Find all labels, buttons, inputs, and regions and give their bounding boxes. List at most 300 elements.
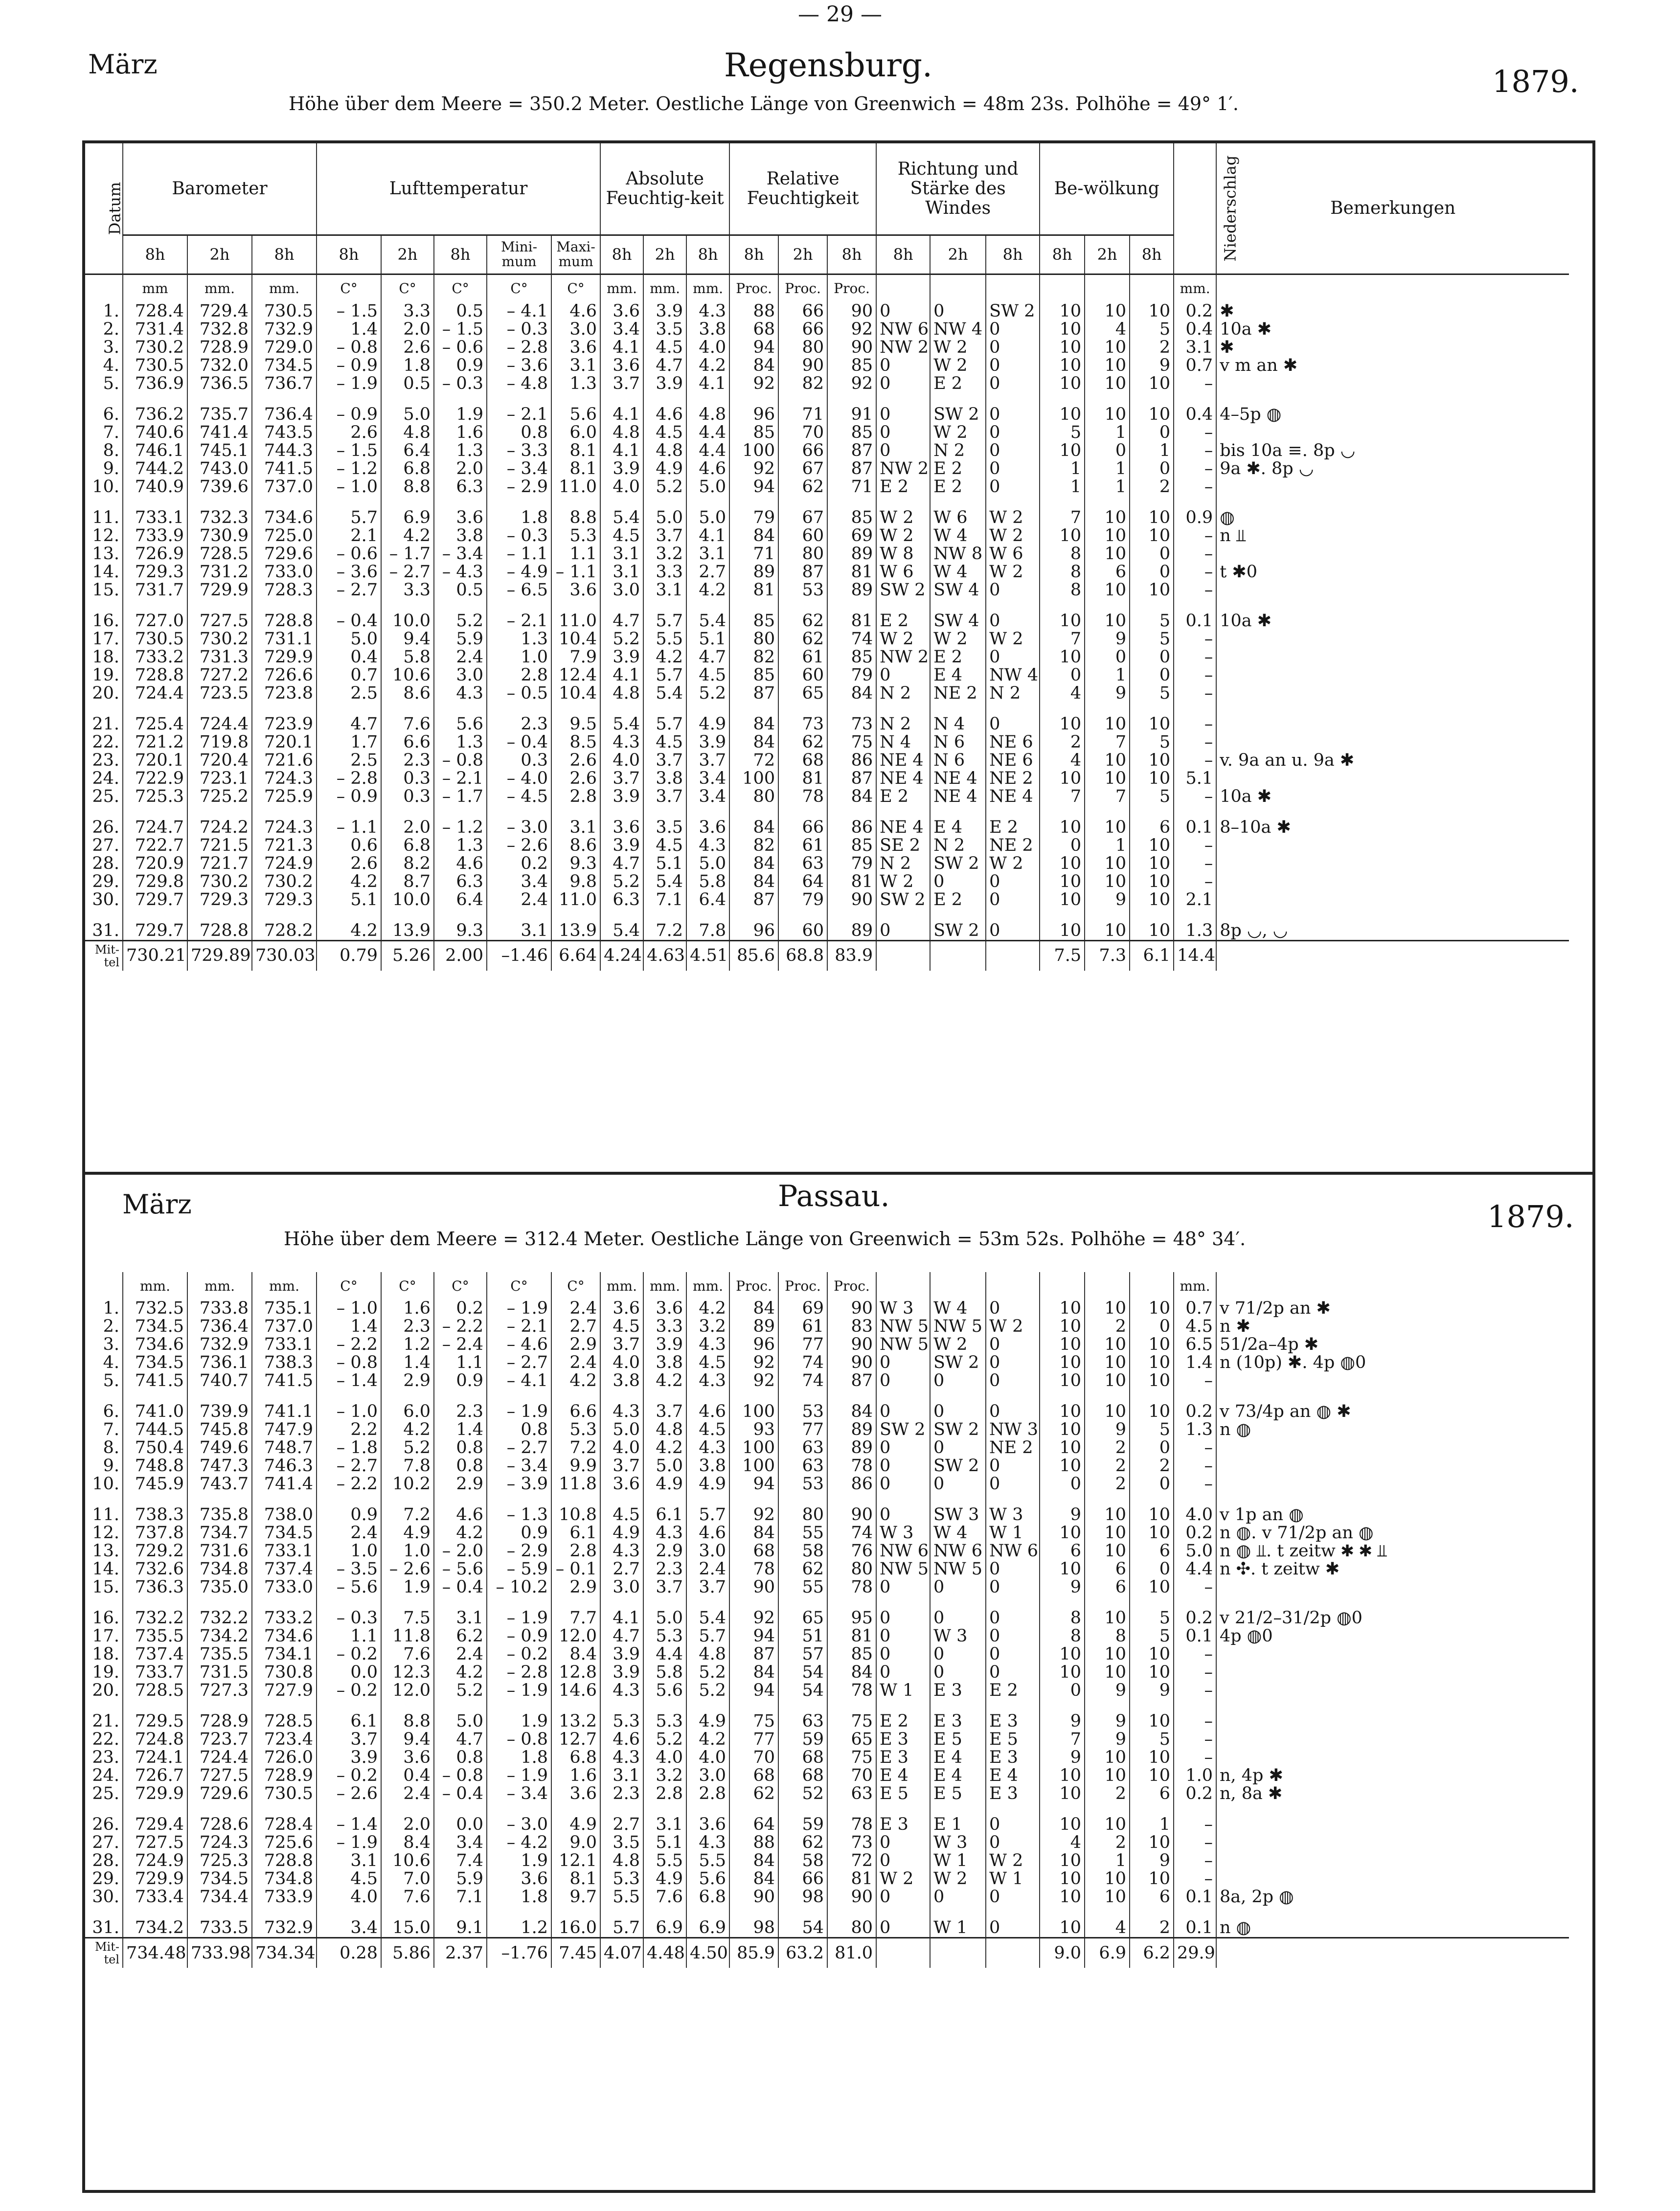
value-cell: 4.9: [686, 1700, 729, 1731]
value-cell: 3.1: [317, 1852, 381, 1870]
value-cell: 7.2: [551, 1439, 600, 1457]
value-cell: 4.0: [686, 339, 729, 357]
col-8h: 8h: [827, 235, 876, 274]
value-cell: 10: [1130, 1390, 1174, 1421]
value-cell: 0: [876, 1645, 930, 1664]
date-cell: 19.: [92, 665, 119, 685]
value-cell: 737.4: [123, 1645, 187, 1664]
value-cell: 4.7: [317, 703, 381, 733]
value-cell: 10: [1040, 1560, 1085, 1578]
value-cell: 65: [778, 1596, 827, 1627]
value-cell: W 2: [986, 527, 1040, 545]
value-cell: 0: [986, 1906, 1040, 1938]
value-cell: –: [1174, 1457, 1216, 1475]
value-cell: 741.1: [252, 1390, 317, 1421]
station2-name: Passau.: [778, 1179, 890, 1213]
barometer-header: Barometer: [123, 143, 317, 235]
col-8h: 8h: [729, 235, 778, 274]
value-cell: – 1.2: [434, 806, 487, 837]
value-cell: 4.2: [686, 581, 729, 599]
remark-cell: [1216, 1372, 1569, 1390]
value-cell: 90: [827, 339, 876, 357]
value-cell: 734.5: [252, 357, 317, 375]
value-cell: 10: [1130, 873, 1174, 891]
value-cell: 4.8: [381, 424, 434, 442]
value-cell: –: [1174, 1803, 1216, 1834]
value-cell: W 2: [986, 496, 1040, 527]
value-cell: – 4.5: [487, 788, 551, 806]
units-row: [85, 274, 1569, 302]
value-cell: E 2: [930, 478, 986, 496]
value-cell: 0: [930, 1578, 986, 1596]
value-cell: W 4: [930, 527, 986, 545]
value-cell: 4.4: [686, 424, 729, 442]
value-cell: – 1.1: [551, 563, 600, 581]
value-cell: 81: [827, 1627, 876, 1645]
value-cell: 733.0: [252, 563, 317, 581]
value-cell: 2: [1130, 478, 1174, 496]
value-cell: 734.5: [123, 1318, 187, 1336]
value-cell: 0: [876, 1834, 930, 1852]
value-cell: NE 4: [930, 788, 986, 806]
value-cell: E 2: [876, 1700, 930, 1731]
col-2h: 2h: [643, 235, 686, 274]
value-cell: 5.8: [686, 873, 729, 891]
value-cell: 4.3: [686, 302, 729, 320]
value-cell: 87: [827, 442, 876, 460]
value-cell: 0: [986, 478, 1040, 496]
value-cell: 0: [930, 1596, 986, 1627]
unit-cell: C°: [487, 1272, 551, 1299]
value-cell: 729.5: [123, 1700, 187, 1731]
value-cell: 3.9: [686, 733, 729, 752]
value-cell: –: [1174, 460, 1216, 478]
value-cell: 78: [827, 1803, 876, 1834]
value-cell: W 2: [876, 1870, 930, 1888]
value-cell: 10: [1040, 357, 1085, 375]
remark-cell: [1216, 684, 1569, 703]
mean-cell: [1216, 940, 1569, 971]
value-cell: 10.4: [551, 630, 600, 648]
value-cell: W 2: [930, 339, 986, 357]
value-cell: 750.4: [123, 1439, 187, 1457]
value-cell: 65: [778, 684, 827, 703]
value-cell: 741.5: [123, 1372, 187, 1390]
value-cell: 728.5: [123, 1682, 187, 1700]
value-cell: 4.5: [643, 424, 686, 442]
value-cell: 10: [1130, 1578, 1174, 1596]
table-row: [85, 1457, 1569, 1475]
value-cell: 1: [1085, 478, 1130, 496]
value-cell: 81: [827, 873, 876, 891]
value-cell: 2.0: [434, 460, 487, 478]
value-cell: 733.9: [252, 1888, 317, 1906]
date-cell: 10.: [92, 477, 119, 497]
value-cell: – 0.4: [434, 1785, 487, 1803]
value-cell: 5.3: [643, 1700, 686, 1731]
value-cell: 3.6: [686, 1803, 729, 1834]
mean-cell: 7.45: [551, 1938, 600, 1968]
value-cell: 4.2: [686, 1299, 729, 1318]
value-cell: 731.5: [187, 1664, 252, 1682]
value-cell: 4.1: [686, 527, 729, 545]
table-row: [85, 1852, 1569, 1870]
date-cell: 6.: [103, 1402, 119, 1421]
value-cell: 5.0: [1174, 1542, 1216, 1560]
date-cell: 14.: [92, 1559, 119, 1579]
value-cell: 3.6: [600, 1475, 643, 1493]
value-cell: 87: [778, 563, 827, 581]
value-cell: 1.3: [434, 733, 487, 752]
value-cell: –: [1174, 703, 1216, 733]
value-cell: 5.1: [686, 630, 729, 648]
value-cell: 728.5: [252, 1700, 317, 1731]
value-cell: 6.4: [434, 891, 487, 909]
value-cell: – 1.9: [487, 1299, 551, 1318]
value-cell: 2.4: [317, 1524, 381, 1542]
unit-cell: C°: [317, 274, 381, 302]
value-cell: – 0.6: [317, 545, 381, 563]
unit-cell: [1216, 1272, 1569, 1299]
date-cell: 18.: [92, 647, 119, 667]
value-cell: 9.9: [551, 1457, 600, 1475]
value-cell: 724.8: [123, 1731, 187, 1749]
value-cell: 0: [930, 1645, 986, 1664]
table-row: [85, 909, 1569, 941]
value-cell: 80: [778, 339, 827, 357]
value-cell: E 2: [876, 788, 930, 806]
value-cell: 747.3: [187, 1457, 252, 1475]
value-cell: 87: [827, 770, 876, 788]
value-cell: – 2.2: [317, 1475, 381, 1493]
col-2h: 2h: [930, 235, 986, 274]
date-cell: 7.: [103, 1420, 119, 1439]
value-cell: 3.1: [643, 1803, 686, 1834]
value-cell: 2.8: [686, 1785, 729, 1803]
value-cell: 0: [986, 1627, 1040, 1645]
value-cell: 4: [1040, 752, 1085, 770]
col-8h: 8h: [1040, 235, 1085, 274]
value-cell: 0.9: [434, 357, 487, 375]
value-cell: 5.1: [317, 891, 381, 909]
value-cell: 729.2: [123, 1542, 187, 1560]
col-maximum: Maxi-mum: [551, 235, 600, 274]
value-cell: 84: [729, 357, 778, 375]
value-cell: 6.4: [686, 891, 729, 909]
value-cell: N 6: [930, 752, 986, 770]
value-cell: 87: [729, 891, 778, 909]
value-cell: NE 6: [986, 752, 1040, 770]
value-cell: 0: [986, 1336, 1040, 1354]
value-cell: 3.6: [600, 357, 643, 375]
value-cell: 4.3: [686, 837, 729, 855]
value-cell: 77: [729, 1731, 778, 1749]
value-cell: 0.1: [1174, 599, 1216, 630]
mean-cell: 0.79: [317, 940, 381, 971]
table-row: [85, 1627, 1569, 1645]
value-cell: 3.7: [643, 1578, 686, 1596]
value-cell: – 10.2: [487, 1578, 551, 1596]
value-cell: W 2: [986, 1852, 1040, 1870]
value-cell: 78: [827, 1578, 876, 1596]
value-cell: 0: [876, 1627, 930, 1645]
value-cell: – 1.1: [317, 806, 381, 837]
value-cell: 10: [1085, 496, 1130, 527]
value-cell: 80: [778, 545, 827, 563]
value-cell: 2: [1040, 733, 1085, 752]
value-cell: 75: [827, 1749, 876, 1767]
unit-cell: [1216, 274, 1569, 302]
value-cell: 98: [778, 1888, 827, 1906]
value-cell: – 0.2: [317, 1767, 381, 1785]
value-cell: 10: [1040, 909, 1085, 941]
value-cell: 6.3: [600, 891, 643, 909]
unit-cell: [1085, 1272, 1130, 1299]
value-cell: 4.0: [600, 752, 643, 770]
value-cell: 733.9: [123, 527, 187, 545]
value-cell: 729.7: [123, 891, 187, 909]
value-cell: 9: [1130, 357, 1174, 375]
value-cell: 736.9: [123, 375, 187, 393]
value-cell: 721.3: [252, 837, 317, 855]
value-cell: 732.0: [187, 357, 252, 375]
value-cell: 89: [827, 581, 876, 599]
value-cell: – 1.8: [317, 1439, 381, 1457]
mean-cell: 14.4: [1174, 940, 1216, 971]
value-cell: 5.3: [600, 1870, 643, 1888]
value-cell: 10: [1085, 855, 1130, 873]
value-cell: – 4.1: [487, 1372, 551, 1390]
value-cell: 79: [729, 496, 778, 527]
value-cell: 0: [876, 1475, 930, 1493]
value-cell: 736.1: [187, 1354, 252, 1372]
value-cell: 62: [778, 599, 827, 630]
value-cell: –: [1174, 375, 1216, 393]
value-cell: 90: [827, 302, 876, 320]
value-cell: N 4: [930, 703, 986, 733]
value-cell: 4.6: [600, 1731, 643, 1749]
value-cell: 735.5: [123, 1627, 187, 1645]
value-cell: 7.9: [551, 648, 600, 666]
unit-cell: mm.: [600, 274, 643, 302]
value-cell: 68: [729, 320, 778, 339]
value-cell: 732.8: [187, 320, 252, 339]
col-2h: 2h: [187, 235, 252, 274]
value-cell: 10: [1130, 1336, 1174, 1354]
value-cell: 1: [1085, 1852, 1130, 1870]
value-cell: 1.8: [381, 357, 434, 375]
value-cell: 0: [986, 339, 1040, 357]
value-cell: 8.1: [551, 442, 600, 460]
value-cell: –: [1174, 1578, 1216, 1596]
mean-cell: 6.2: [1130, 1938, 1174, 1968]
value-cell: 10: [1085, 1749, 1130, 1767]
value-cell: 8: [1040, 581, 1085, 599]
value-cell: –: [1174, 563, 1216, 581]
value-cell: 730.5: [123, 357, 187, 375]
value-cell: 0.8: [487, 424, 551, 442]
value-cell: 54: [778, 1682, 827, 1700]
value-cell: 6.9: [643, 1906, 686, 1938]
value-cell: –: [1174, 478, 1216, 496]
value-cell: 10: [1040, 1299, 1085, 1318]
value-cell: E 5: [876, 1785, 930, 1803]
value-cell: 11.0: [551, 891, 600, 909]
value-cell: 724.7: [123, 806, 187, 837]
table-row: [85, 1834, 1569, 1852]
value-cell: 6: [1130, 806, 1174, 837]
value-cell: 0.4: [381, 1767, 434, 1785]
value-cell: 3.8: [600, 1372, 643, 1390]
value-cell: W 6: [876, 563, 930, 581]
value-cell: 7.2: [643, 909, 686, 941]
value-cell: 731.1: [252, 630, 317, 648]
value-cell: – 5.9: [487, 1560, 551, 1578]
date-cell: 29.: [92, 1869, 119, 1889]
value-cell: 0.2: [1174, 1524, 1216, 1542]
value-cell: – 0.4: [317, 599, 381, 630]
value-cell: – 0.9: [317, 788, 381, 806]
value-cell: W 1: [986, 1870, 1040, 1888]
value-cell: 0: [1040, 837, 1085, 855]
value-cell: 5: [1130, 599, 1174, 630]
date-cell: 30.: [92, 1887, 119, 1907]
value-cell: – 5.6: [434, 1560, 487, 1578]
value-cell: 735.5: [187, 1645, 252, 1664]
value-cell: 734.5: [187, 1870, 252, 1888]
value-cell: –: [1174, 1664, 1216, 1682]
value-cell: 3.6: [487, 1870, 551, 1888]
value-cell: 68: [778, 1749, 827, 1767]
value-cell: 744.3: [252, 442, 317, 460]
value-cell: SE 2: [876, 837, 930, 855]
table-row: [85, 1645, 1569, 1664]
unit-cell: C°: [551, 274, 600, 302]
value-cell: 731.6: [187, 1542, 252, 1560]
value-cell: 6: [1085, 563, 1130, 581]
value-cell: 724.4: [187, 703, 252, 733]
value-cell: 4.8: [643, 1421, 686, 1439]
unit-cell: mm.: [187, 1272, 252, 1299]
value-cell: 736.5: [187, 375, 252, 393]
value-cell: 10: [1040, 320, 1085, 339]
value-cell: N 2: [986, 684, 1040, 703]
unit-cell: mm.: [1174, 1272, 1216, 1299]
value-cell: 735.1: [252, 1299, 317, 1318]
value-cell: 728.8: [123, 666, 187, 684]
value-cell: 5.8: [381, 648, 434, 666]
value-cell: 64: [729, 1803, 778, 1834]
value-cell: 0.9: [434, 1372, 487, 1390]
col-8h: 8h: [600, 235, 643, 274]
value-cell: 1.3: [434, 442, 487, 460]
value-cell: 0: [986, 424, 1040, 442]
table-row: [85, 1493, 1569, 1524]
value-cell: 0: [930, 1888, 986, 1906]
mean-cell: [986, 940, 1040, 971]
value-cell: – 2.2: [434, 1318, 487, 1336]
value-cell: 5.8: [643, 1664, 686, 1682]
value-cell: 1.6: [551, 1767, 600, 1785]
value-cell: 7: [1040, 788, 1085, 806]
value-cell: –: [1174, 1372, 1216, 1390]
value-cell: 1: [1130, 1803, 1174, 1834]
value-cell: 732.5: [123, 1299, 187, 1318]
value-cell: 0: [1040, 1682, 1085, 1700]
value-cell: 3.7: [600, 1457, 643, 1475]
value-cell: – 2.1: [487, 599, 551, 630]
value-cell: W 4: [930, 1299, 986, 1318]
value-cell: – 0.8: [317, 1354, 381, 1372]
value-cell: 3.9: [317, 1749, 381, 1767]
value-cell: 738.0: [252, 1493, 317, 1524]
value-cell: 2.1: [317, 527, 381, 545]
unit-cell: [1040, 1272, 1085, 1299]
value-cell: 6.9: [686, 1906, 729, 1938]
date-cell: 31.: [92, 920, 119, 940]
value-cell: 10.2: [381, 1475, 434, 1493]
value-cell: 7.1: [643, 891, 686, 909]
value-cell: – 2.7: [381, 563, 434, 581]
value-cell: 63: [778, 1700, 827, 1731]
table-row: [85, 1318, 1569, 1336]
value-cell: 60: [778, 666, 827, 684]
value-cell: – 2.1: [487, 393, 551, 424]
value-cell: 6: [1040, 1542, 1085, 1560]
mean-cell: 730.03: [252, 940, 317, 971]
value-cell: 4.8: [600, 1852, 643, 1870]
table-row: [85, 1439, 1569, 1457]
value-cell: E 3: [986, 1785, 1040, 1803]
value-cell: 4.3: [686, 1336, 729, 1354]
value-cell: 6.6: [551, 1390, 600, 1421]
value-cell: 741.4: [252, 1475, 317, 1493]
value-cell: 724.9: [252, 855, 317, 873]
value-cell: 734.8: [187, 1560, 252, 1578]
value-cell: 3.4: [487, 873, 551, 891]
value-cell: 724.9: [123, 1852, 187, 1870]
value-cell: 67: [778, 496, 827, 527]
remark-cell: v 73/4p an ◍ ✱: [1216, 1390, 1569, 1421]
unit-cell: mm.: [187, 274, 252, 302]
value-cell: 10: [1130, 1870, 1174, 1888]
value-cell: 725.6: [252, 1834, 317, 1852]
value-cell: 7: [1085, 788, 1130, 806]
value-cell: NW 4: [930, 320, 986, 339]
value-cell: 1.2: [487, 1906, 551, 1938]
value-cell: 0.4: [317, 648, 381, 666]
value-cell: 4.1: [686, 375, 729, 393]
value-cell: E 4: [930, 1767, 986, 1785]
value-cell: 6.0: [551, 424, 600, 442]
value-cell: 724.1: [123, 1749, 187, 1767]
value-cell: 2.4: [551, 1354, 600, 1372]
date-cell: 7.: [103, 422, 119, 442]
remark-cell: v 21/2–31/2p ◍0: [1216, 1596, 1569, 1627]
value-cell: 4.1: [600, 1596, 643, 1627]
value-cell: – 1.4: [317, 1803, 381, 1834]
value-cell: 7.5: [381, 1596, 434, 1627]
value-cell: 3.6: [434, 496, 487, 527]
date-cell: 2.: [103, 1317, 119, 1336]
value-cell: 90: [827, 1336, 876, 1354]
mean-cell: 5.26: [381, 940, 434, 971]
value-cell: 3.4: [686, 770, 729, 788]
value-cell: 5.4: [643, 873, 686, 891]
value-cell: 3.7: [686, 1578, 729, 1596]
value-cell: 4.8: [600, 684, 643, 703]
value-cell: 0: [876, 424, 930, 442]
